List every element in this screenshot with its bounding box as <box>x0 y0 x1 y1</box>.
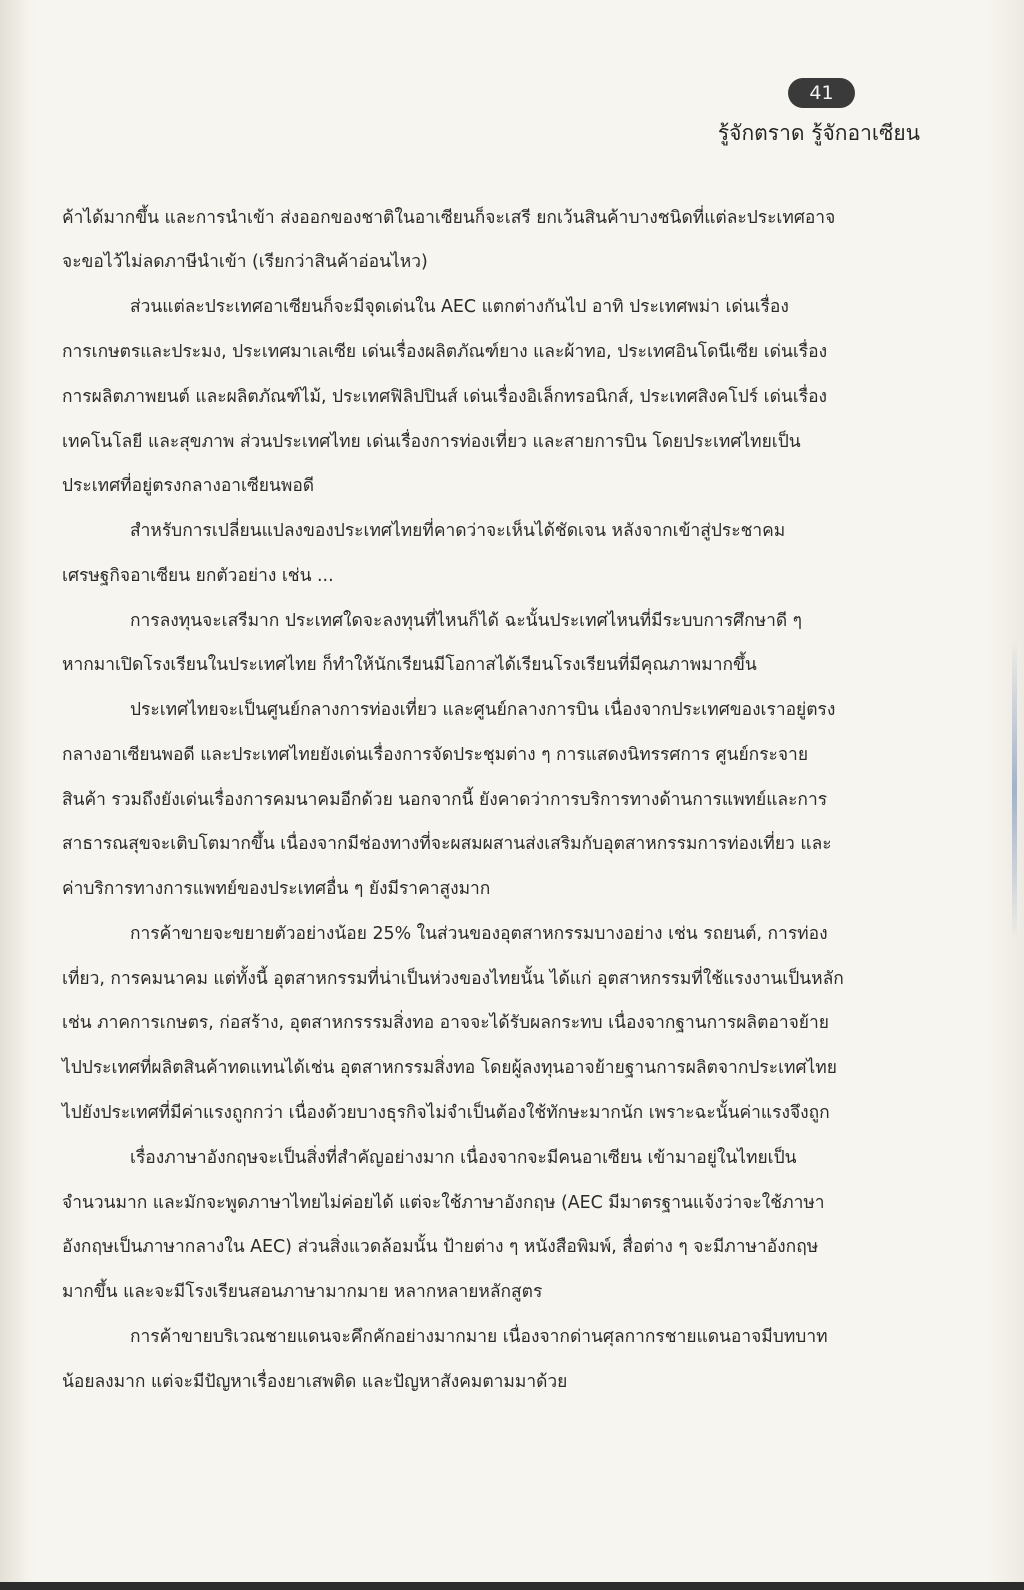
page-number-badge: 41 <box>788 78 855 108</box>
text-line: การค้าขายจะขยายตัวอย่างน้อย 25% ในส่วนของอุตสาหกรรมบางอย่าง เช่น รถยนต์, การท่อง <box>130 924 828 944</box>
text-line: การเกษตรและประมง, ประเทศมาเลเซีย เด่นเรื่องผลิตภัณฑ์ยาง และผ้าทอ, ประเทศอินโดนีเซีย เด่นเรื่อง <box>62 342 828 362</box>
text-line: สาธารณสุขจะเติบโตมากขึ้น เนื่องจากมีช่องทางที่จะผสมผสานส่งเสริมกับอุตสาหกรรมการท่องเที่ยว และ <box>62 834 832 854</box>
text-line: เช่น ภาคการเกษตร, ก่อสร้าง, อุตสาหกรรรมสิ่งทอ อาจจะได้รับผลกระทบ เนื่องจากฐานการผลิตอาจย้าย <box>62 1013 829 1033</box>
running-header: รู้จักตราด รู้จักอาเซียน <box>717 121 920 145</box>
text-line: ประเทศไทยจะเป็นศูนย์กลางการท่องเที่ยว และศูนย์กลางการบิน เนื่องจากประเทศของเราอยู่ตรง <box>130 700 836 720</box>
text-line: เทคโนโลยี และสุขภาพ ส่วนประเทศไทย เด่นเรื่องการท่องเที่ยว และสายการบิน โดยประเทศไทยเป็น <box>62 432 801 452</box>
text-line: การผลิตภาพยนต์ และผลิตภัณฑ์ไม้, ประเทศฟิลิปปินส์ เด่นเรื่องอิเล็กทรอนิกส์, ประเทศสิงคโปร์ เด่นเรื่อง <box>62 387 828 407</box>
text-line: สินค้า รวมถึงยังเด่นเรื่องการคมนาคมอีกด้วย นอกจากนี้ ยังคาดว่าการบริการทางด้านการแพทย์และการ <box>62 790 828 810</box>
text-line: หากมาเปิดโรงเรียนในประเทศไทย ก็ทำให้นักเรียนมีโอกาสได้เรียนโรงเรียนที่มีคุณภาพมากขึ้น <box>62 655 757 675</box>
text-line: มากขึ้น และจะมีโรงเรียนสอนภาษามากมาย หลากหลายหลักสูตร <box>62 1282 543 1302</box>
text-line: ประเทศที่อยู่ตรงกลางอาเซียนพอดี <box>62 476 315 496</box>
text-line: การลงทุนจะเสรีมาก ประเทศใดจะลงทุนที่ไหนก็ได้ ฉะนั้นประเทศไหนที่มีระบบการศึกษาดี ๆ <box>130 611 803 631</box>
text-line: เรื่องภาษาอังกฤษจะเป็นสิ่งที่สำคัญอย่างมาก เนื่องจากจะมีคนอาเซียน เข้ามาอยู่ในไทยเป็น <box>130 1148 797 1168</box>
text-line: เศรษฐกิจอาเซียน ยกตัวอย่าง เช่น ... <box>62 566 334 586</box>
text-line: น้อยลงมาก แต่จะมีปัญหาเรื่องยาเสพติด และปัญหาสังคมตามมาด้วย <box>62 1372 568 1392</box>
text-line: เที่ยว, การคมนาคม แต่ทั้งนี้ อุตสาหกรรมที่น่าเป็นห่วงของไทยนั้น ได้แก่ อุตสาหกรรมที่ใช้แรงงานเป็นหลัก <box>62 969 844 989</box>
text-line: อังกฤษเป็นภาษากลางใน AEC) ส่วนสิ่งแวดล้อมนั้น ป้ายต่าง ๆ หนังสือพิมพ์, สื่อต่าง ๆ จะมีภาษาอังกฤษ <box>62 1237 819 1257</box>
text-line: สำหรับการเปลี่ยนแปลงของประเทศไทยที่คาดว่าจะเห็นได้ชัดเจน หลังจากเข้าสู่ประชาคม <box>130 521 786 541</box>
scan-bottom-edge <box>0 1582 1024 1590</box>
text-line: ค่าบริการทางการแพทย์ของประเทศอื่น ๆ ยังมีราคาสูงมาก <box>62 879 491 899</box>
text-line: จะขอไว้ไม่ลดภาษีนำเข้า (เรียกว่าสินค้าอ่อนไหว) <box>62 252 428 272</box>
page-edge-mark <box>1012 640 1017 940</box>
text-line: กลางอาเซียนพอดี และประเทศไทยยังเด่นเรื่องการจัดประชุมต่าง ๆ การแสดงนิทรรศการ ศูนย์กระจาย <box>62 745 809 765</box>
text-line: จำนวนมาก และมักจะพูดภาษาไทยไม่ค่อยได้ แต่จะใช้ภาษาอังกฤษ (AEC มีมาตรฐานแจ้งว่าจะใช้ภาษา <box>62 1193 825 1213</box>
text-line: การค้าขายบริเวณชายแดนจะคึกคักอย่างมากมาย เนื่องจากด่านศุลกากรชายแดนอาจมีบทบาท <box>130 1327 828 1347</box>
text-line: ส่วนแต่ละประเทศอาเซียนก็จะมีจุดเด่นใน AEC แตกต่างกันไป อาทิ ประเทศพม่า เด่นเรื่อง <box>130 297 789 317</box>
text-line: ไปประเทศที่ผลิตสินค้าทดแทนได้เช่น อุตสาหกรรมสิ่งทอ โดยผู้ลงทุนอาจย้ายฐานการผลิตจากประเทศไทย <box>62 1058 837 1078</box>
text-line: ค้าได้มากขึ้น และการนำเข้า ส่งออกของชาติในอาเซียนก็จะเสรี ยกเว้นสินค้าบางชนิดที่แต่ละประเทศอาจ <box>62 208 836 228</box>
text-line: ไปยังประเทศที่มีค่าแรงถูกกว่า เนื่องด้วยบางธุรกิจไม่จำเป็นต้องใช้ทักษะมากนัก เพราะฉะนั้นค่าแรงจึงถูก <box>62 1103 830 1123</box>
gutter-shadow <box>0 0 28 1590</box>
